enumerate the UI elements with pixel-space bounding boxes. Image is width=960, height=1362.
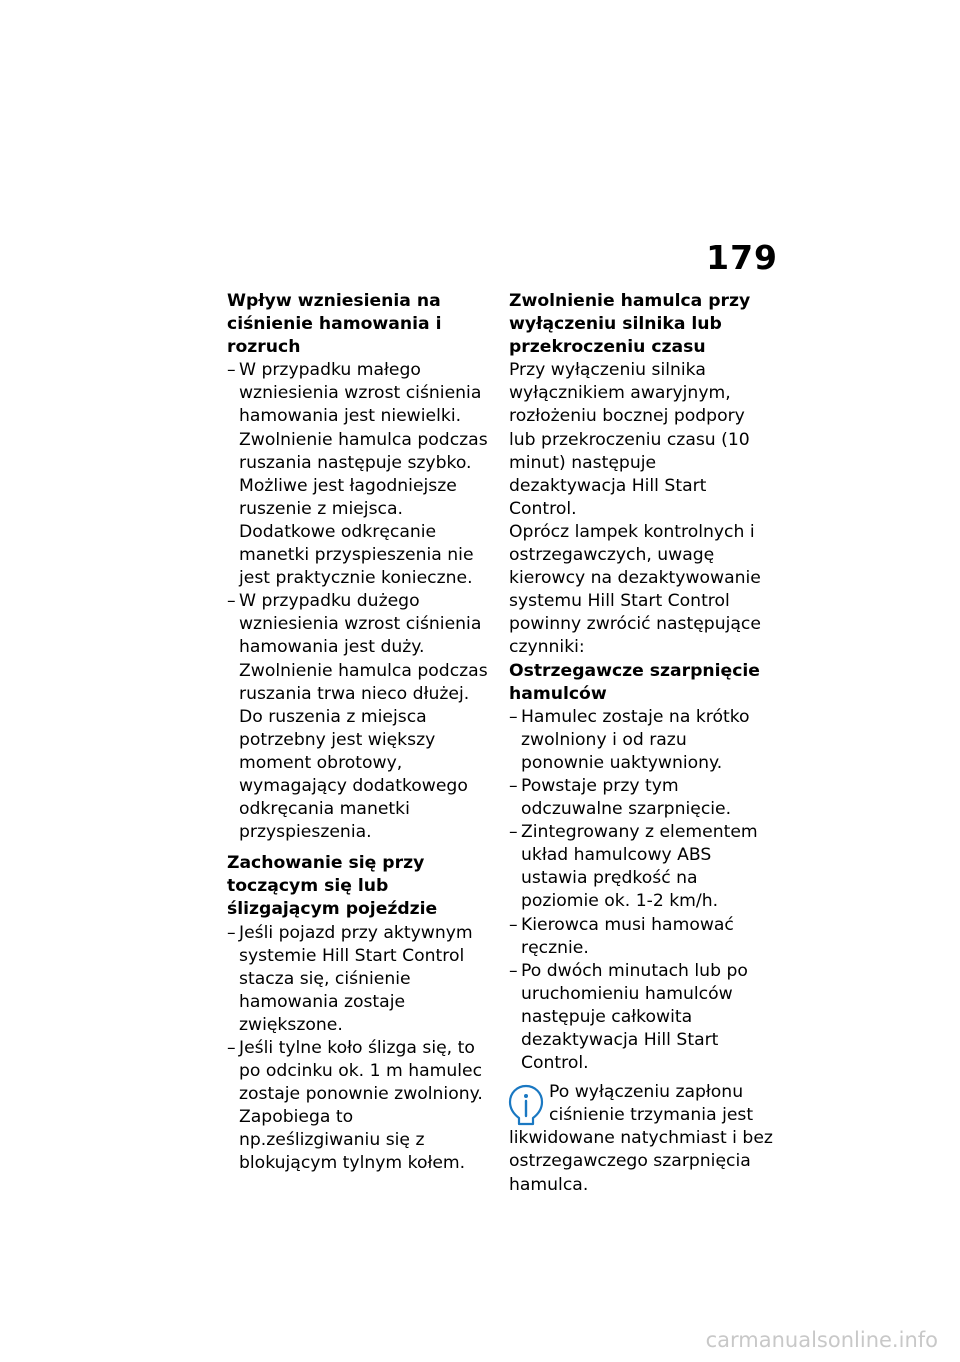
paragraph: Przy wyłączeniu silnika wyłącznikiem awaryjnym, rozłożeniu bocznej podpory lub przekroczeniu czasu (10 minut) następuje dezaktywacja Hill Start Control. [509, 360, 750, 519]
list-item: – Powstaje przy tym odczuwalne szarpnięcie. [509, 775, 732, 820]
note-text: Po wyłączeniu zapłonu ciśnienie trzymania jest likwidowane natychmiast i bez ostrzegawczego szarpnięcia hamulca. [509, 1082, 773, 1195]
dash-marker: – [227, 922, 236, 943]
bullet-list [227, 922, 493, 1176]
section-heading: Wpływ wzniesienia na ciśnienie hamowania i rozruch [227, 291, 442, 358]
list-item: – W przypadku dużego wzniesienia wzrost ciśnienia hamowania jest duży. Zwolnienie hamulca podczas ruszania trwa nieco dłużej. Do ruszenia z miejsca potrzebny jest większy moment obrotowy, wymagający dodatkowego odkręcania manetki przyspieszenia. [227, 591, 488, 843]
page-number: 179 [706, 238, 778, 277]
info-icon [507, 1083, 545, 1127]
info-note [509, 1081, 775, 1196]
left-column [227, 290, 493, 1176]
dash-marker: – [227, 591, 236, 612]
section-heading: Ostrzegawcze szarpnięcie hamulców [509, 660, 760, 704]
bullet-list [227, 359, 493, 844]
list-item: – Kierowca musi hamować ręcznie. [509, 914, 734, 958]
list-item: – Po dwóch minutach lub po uruchomieniu hamulców następuje całkowita dezaktywacja Hill Start Control. [509, 960, 748, 1074]
dash-marker: – [509, 775, 518, 796]
dash-marker: – [509, 822, 518, 843]
list-item: – Jeśli pojazd przy aktywnym systemie Hill Start Control stacza się, ciśnienie hamowania zostaje zwiększone. [227, 922, 473, 1035]
footer-watermark: carmanualsonline.info [705, 1328, 938, 1352]
dash-marker: – [509, 960, 518, 981]
dash-marker: – [509, 914, 518, 935]
section-heading: Zwolnienie hamulca przy wyłączeniu silnika lub przekroczeniu czasu [509, 291, 751, 358]
section-heading: Zachowanie się przy toczącym się lub ślizgającym pojeździe [227, 853, 438, 920]
list-item: – Jeśli tylne koło ślizga się, to po odcinku ok. 1 m hamulec zostaje ponownie zwolniony. Zapobiega to np.ześlizgiwaniu się z blokującym tylnym kołem. [227, 1038, 483, 1174]
bullet-list [509, 706, 775, 1076]
list-item: – W przypadku małego wzniesienia wzrost ciśnienia hamowania jest niewielki. Zwolnienie hamulca podczas ruszania następuje szybko. Możliwe jest łagodniejsze ruszenie z miejsca. Dodatkowe odkręcanie manetki przyspieszenia nie jest praktycznie konieczne. [227, 360, 488, 589]
list-item: – Hamulec zostaje na krótko zwolniony i od razu ponownie uaktywniony. [509, 706, 750, 773]
dash-marker: – [227, 1038, 236, 1058]
dash-marker: – [227, 360, 236, 381]
list-item: – Zintegrowany z elementem układ hamulcowy ABS ustawia prędkość na poziomie ok. 1-2 km/h. [509, 822, 758, 912]
dash-marker: – [509, 706, 518, 727]
right-column [509, 290, 775, 1197]
paragraph: Oprócz lampek kontrolnych i ostrzegawczych, uwagę kierowcy na dezaktywowanie systemu Hill Start Control powinny zwrócić następujące czynniki: [509, 521, 761, 658]
